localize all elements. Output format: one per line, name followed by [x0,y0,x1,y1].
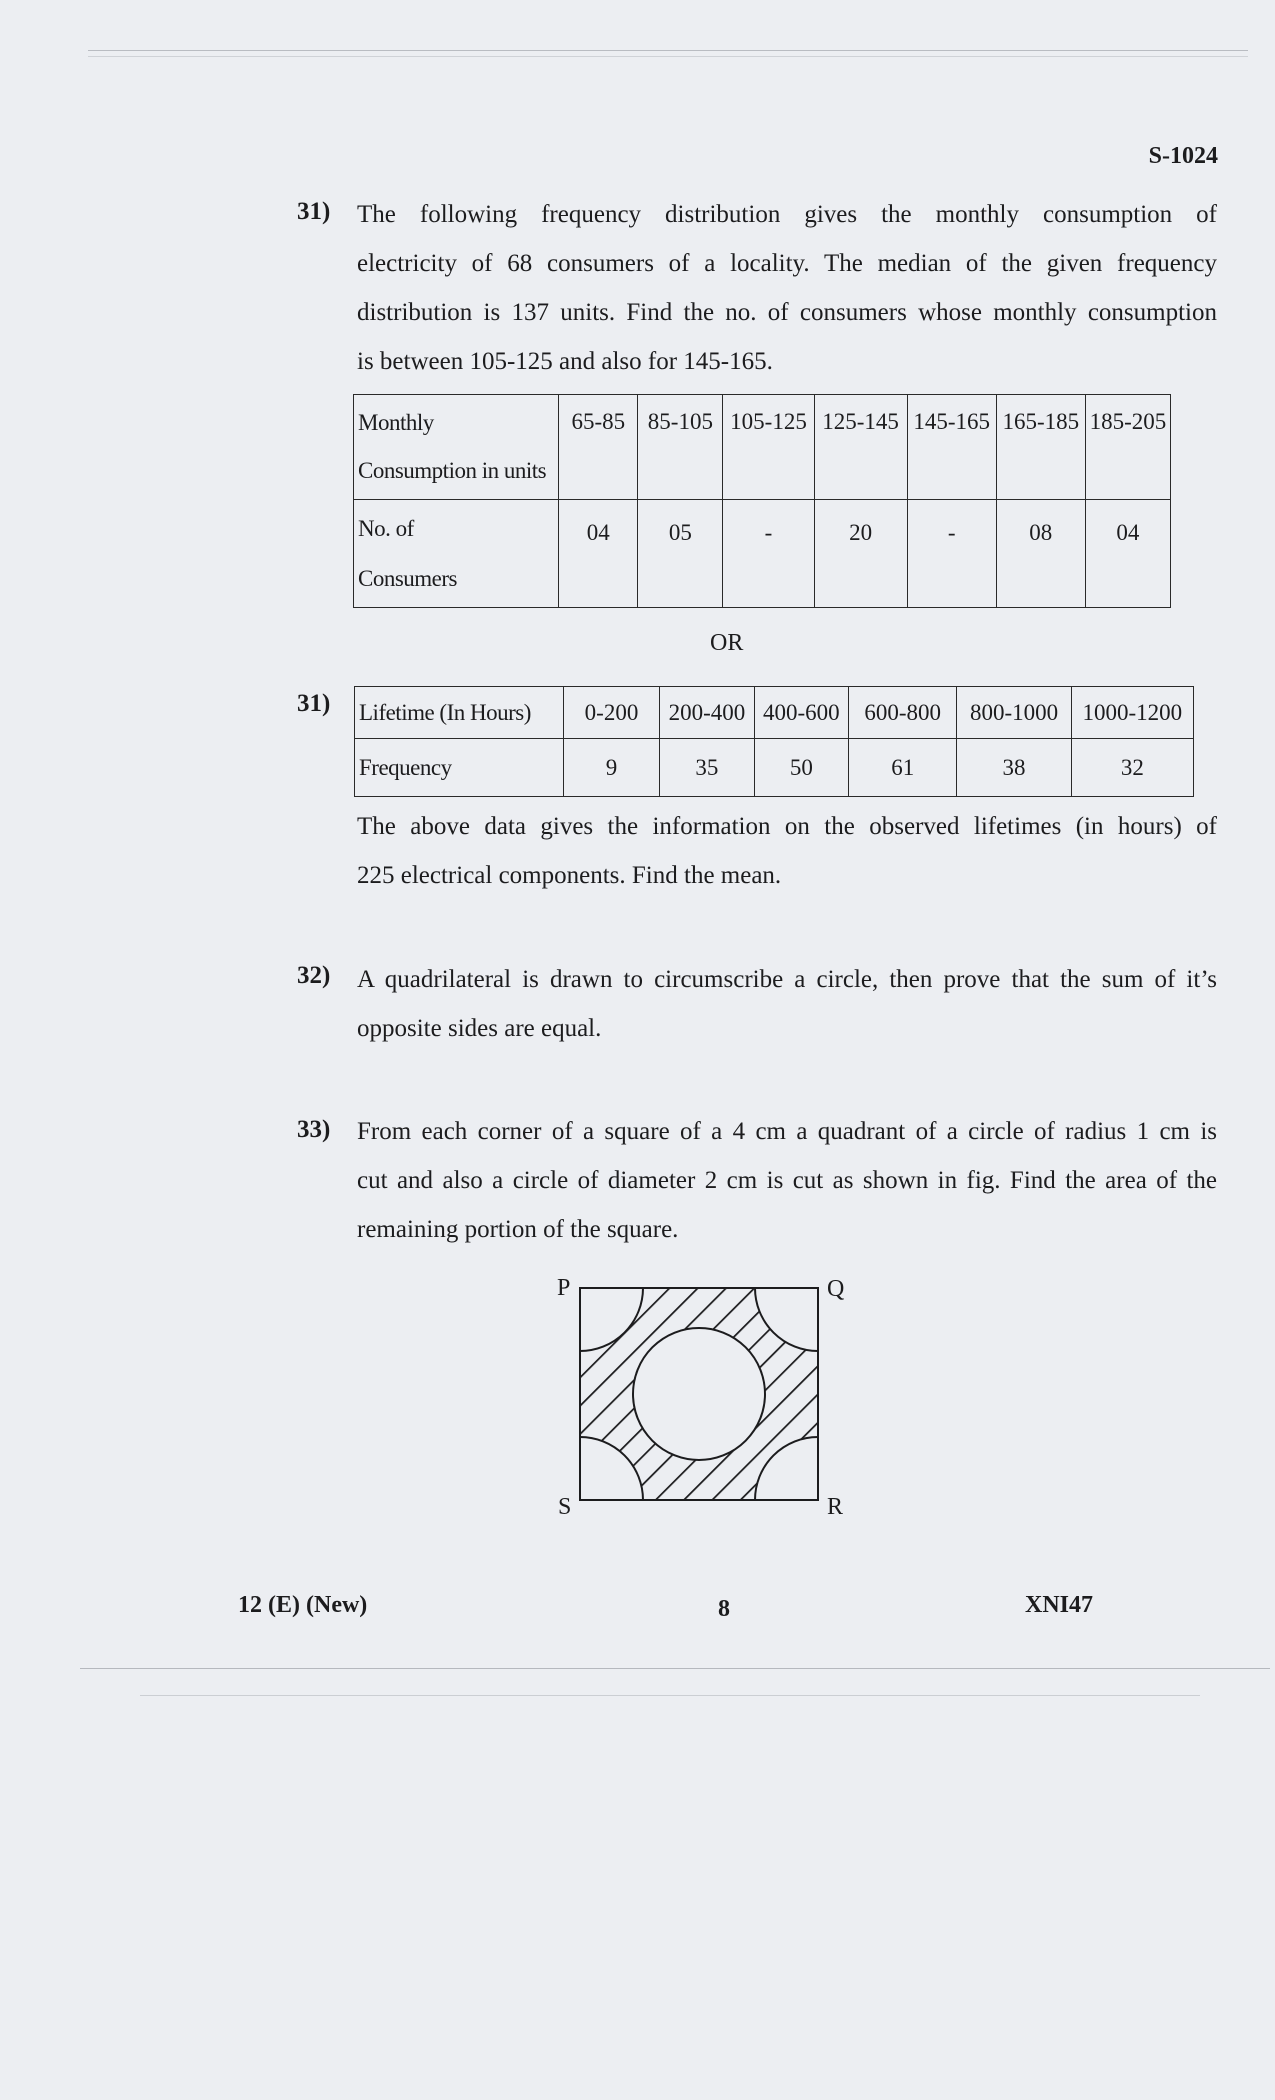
question-33-number: 33) [297,1116,331,1143]
table-cell: 38 [957,739,1071,797]
table-cell: 08 [996,500,1085,608]
table-cell: 04 [1085,500,1170,608]
bottom-border-line-2 [140,1695,1200,1696]
table-cell: 1000-1200 [1071,687,1193,739]
table-row-label [354,500,559,608]
table-cell: 61 [849,739,957,797]
question-33-line: remaining portion of the square. [357,1216,679,1243]
question-31-alt-number: 31) [297,690,331,717]
table-row-label: Lifetime (In Hours) [355,687,564,739]
table-cell: 200-400 [660,687,754,739]
table-cell: 165-185 [996,395,1085,500]
table-cell: 05 [638,500,723,608]
table-cell: 105-125 [723,395,814,500]
consumption-row [354,395,1171,500]
or-label: OR [710,630,744,656]
question-31-text [357,190,1217,386]
lifetime-row [355,687,1194,739]
vertex-label-s: S [558,1494,572,1520]
label-line: No. of [358,515,414,541]
vertex-label-p: P [557,1275,571,1301]
square-figure [550,1265,850,1530]
question-31-alt-line: The above data gives the information on the observed lifetimes (in hours) of [357,813,1217,840]
table-cell: 600-800 [849,687,957,739]
question-31-alt-line: 225 electrical components. Find the mean. [357,862,782,889]
frequency-row [355,739,1194,797]
paper-code: S-1024 [1148,143,1218,169]
vertex-label-q: Q [827,1276,845,1302]
footer-paper-id: XNI47 [1025,1592,1094,1618]
lifetime-table [354,686,1194,797]
table-cell: - [907,500,996,608]
square-circle-diagram [550,1265,850,1530]
table-cell: 0-200 [563,687,659,739]
hatched-region [580,1288,818,1500]
question-32-number: 32) [297,962,331,989]
question-31-line: electricity of 68 consumers of a locality. The median of the given frequency [357,250,1217,277]
bottom-border-line [80,1668,1270,1669]
table-cell: 800-1000 [957,687,1071,739]
table-cell: 20 [814,500,907,608]
label-line: Consumers [358,565,457,591]
table-cell: 9 [563,739,659,797]
top-border-line [88,50,1248,51]
table-cell: 145-165 [907,395,996,500]
table-cell: 50 [754,739,848,797]
question-32-line: opposite sides are equal. [357,1015,602,1042]
question-31-number: 31) [297,198,331,225]
label-line: Consumption in units [358,458,547,483]
question-31-line: The following frequency distribution gives the monthly consumption of [357,201,1217,228]
table-cell: 35 [660,739,754,797]
table-cell: 185-205 [1085,395,1170,500]
question-33-text [357,1107,1217,1254]
question-33-line: cut and also a circle of diameter 2 cm is cut as shown in fig. Find the area of the [357,1167,1217,1194]
table-cell: 04 [559,500,638,608]
question-32-text [357,955,1217,1053]
question-32-line: A quadrilateral is drawn to circumscribe a circle, then prove that the sum of it’s [357,966,1217,993]
footer-subject-code: 12 (E) (New) [238,1592,368,1618]
footer-page-number: 8 [718,1596,730,1622]
question-33-line: From each corner of a square of a 4 cm a quadrant of a circle of radius 1 cm is [357,1118,1217,1145]
question-31-alt-text [357,802,1217,900]
table-cell: 400-600 [754,687,848,739]
table-cell: 65-85 [559,395,638,500]
table-cell: 32 [1071,739,1193,797]
label-line: Monthly [358,410,434,435]
table-cell: 85-105 [638,395,723,500]
top-border-line-2 [88,56,1248,57]
consumption-table [353,394,1171,608]
table-row-label [354,395,559,500]
vertex-label-r: R [827,1494,844,1520]
table-row-label: Frequency [355,739,564,797]
table-cell: - [723,500,814,608]
consumers-row [354,500,1171,608]
question-31-line: distribution is 137 units. Find the no. of consumers whose monthly consumption [357,299,1217,326]
question-31-line: is between 105-125 and also for 145-165. [357,348,773,375]
table-cell: 125-145 [814,395,907,500]
